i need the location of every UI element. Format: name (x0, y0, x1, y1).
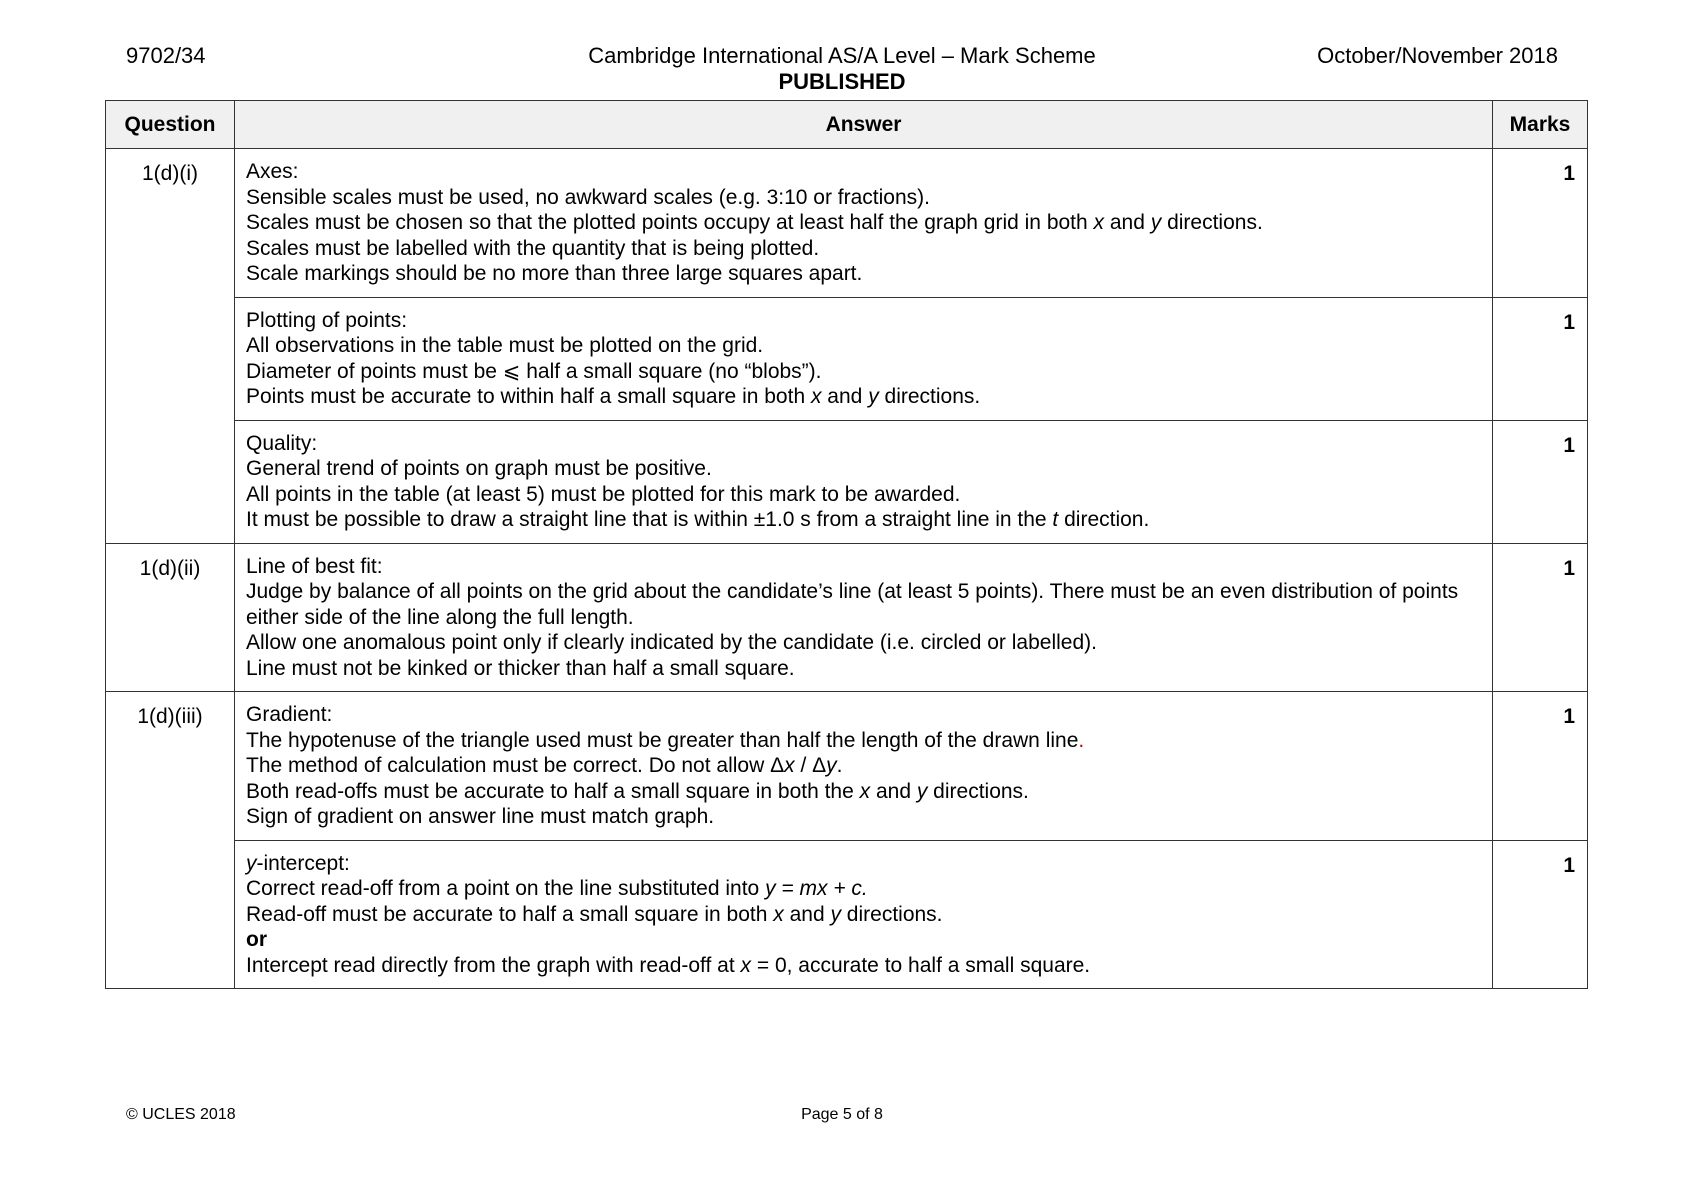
answer-line: The hypotenuse of the triangle used must be greater than half the length of the drawn line. (246, 728, 1085, 752)
answer-cell-line-of-best-fit (235, 543, 1493, 692)
answer-line: Quality: (246, 431, 318, 455)
table-row (106, 692, 1588, 841)
answer-line: Points must be accurate to within half a small square in both x and y directions. (246, 385, 981, 408)
question-number: 1(d)(iii) (106, 692, 235, 989)
answer-line: General trend of points on graph must be positive. (246, 457, 712, 480)
answer-line: Axes: (246, 160, 299, 183)
answer-line: Sensible scales must be used, no awkward scales (e.g. 3:10 or fractions). (246, 185, 930, 209)
answer-line: Plotting of points: (246, 308, 408, 332)
mark-value: 1 (1493, 692, 1588, 841)
answer-line: Correct read-off from a point on the line substituted into y = mx + c. (246, 877, 868, 900)
published-label: PUBLISHED (778, 69, 906, 94)
answer-line: Line must not be kinked or thicker than half a small square. (246, 656, 795, 680)
answer-line: y-intercept: (246, 851, 350, 875)
exam-session: October/November 2018 (1317, 43, 1558, 68)
table-row (106, 543, 1588, 692)
answer-line-or: or (246, 928, 267, 951)
mark-value: 1 (1493, 297, 1588, 420)
copyright: © UCLES 2018 (126, 1106, 236, 1123)
answer-line: Scale markings should be no more than three large squares apart. (246, 262, 863, 285)
mark-value: 1 (1493, 840, 1588, 989)
answer-line: Sign of gradient on answer line must match graph. (246, 805, 715, 828)
question-number: 1(d)(i) (106, 149, 235, 544)
answer-line: Gradient: (246, 703, 333, 726)
answer-line: The method of calculation must be correct. Do not allow Δx / Δy. (246, 754, 843, 777)
mark-scheme-table (105, 100, 1588, 989)
paper-code: 9702/34 (126, 43, 206, 68)
answer-line: Read-off must be accurate to half a small square in both x and y directions. (246, 902, 943, 926)
mark-value: 1 (1493, 543, 1588, 692)
answer-column-header: Answer (235, 101, 1493, 149)
answer-line: Judge by balance of all points on the grid about the candidate’s line (at least 5 points). There must be an even distribution of points either side of the line along the full length. (246, 580, 1459, 629)
answer-line: Line of best fit: (246, 554, 383, 578)
answer-line: Allow one anomalous point only if clearly indicated by the candidate (i.e. circled or labelled). (246, 631, 1097, 654)
table-header-row (106, 101, 1588, 149)
answer-cell-plotting (235, 297, 1493, 420)
document-title: Cambridge International AS/A Level – Mark Scheme (588, 43, 1096, 68)
question-number: 1(d)(ii) (106, 543, 235, 692)
page-number: Page 5 of 8 (801, 1106, 883, 1123)
answer-line: Both read-offs must be accurate to half a small square in both the x and y directions. (246, 779, 1029, 803)
table-row (106, 149, 1588, 298)
mark-value: 1 (1493, 420, 1588, 543)
answer-cell-axes (235, 149, 1493, 298)
table-row (106, 297, 1588, 420)
answer-line: Intercept read directly from the graph with read-off at x = 0, accurate to half a small square. (246, 953, 1091, 977)
answer-line: All points in the table (at least 5) must be plotted for this mark to be awarded. (246, 482, 961, 506)
question-column-header: Question (106, 101, 235, 149)
answer-cell-gradient (235, 692, 1493, 841)
answer-cell-y-intercept (235, 840, 1493, 989)
table-row (106, 840, 1588, 989)
mark-value: 1 (1493, 149, 1588, 298)
answer-line: All observations in the table must be plotted on the grid. (246, 334, 764, 357)
answer-line: Scales must be labelled with the quantity that is being plotted. (246, 236, 820, 260)
answer-line: Diameter of points must be ⩽ half a small square (no “blobs”). (246, 359, 822, 383)
answer-cell-quality (235, 420, 1493, 543)
answer-line: Scales must be chosen so that the plotted points occupy at least half the graph grid in both x and y directions. (246, 211, 1263, 234)
table-row (106, 420, 1588, 543)
marks-column-header: Marks (1493, 101, 1588, 149)
answer-line: It must be possible to draw a straight line that is within ±1.0 s from a straight line in the t direction. (246, 508, 1150, 531)
